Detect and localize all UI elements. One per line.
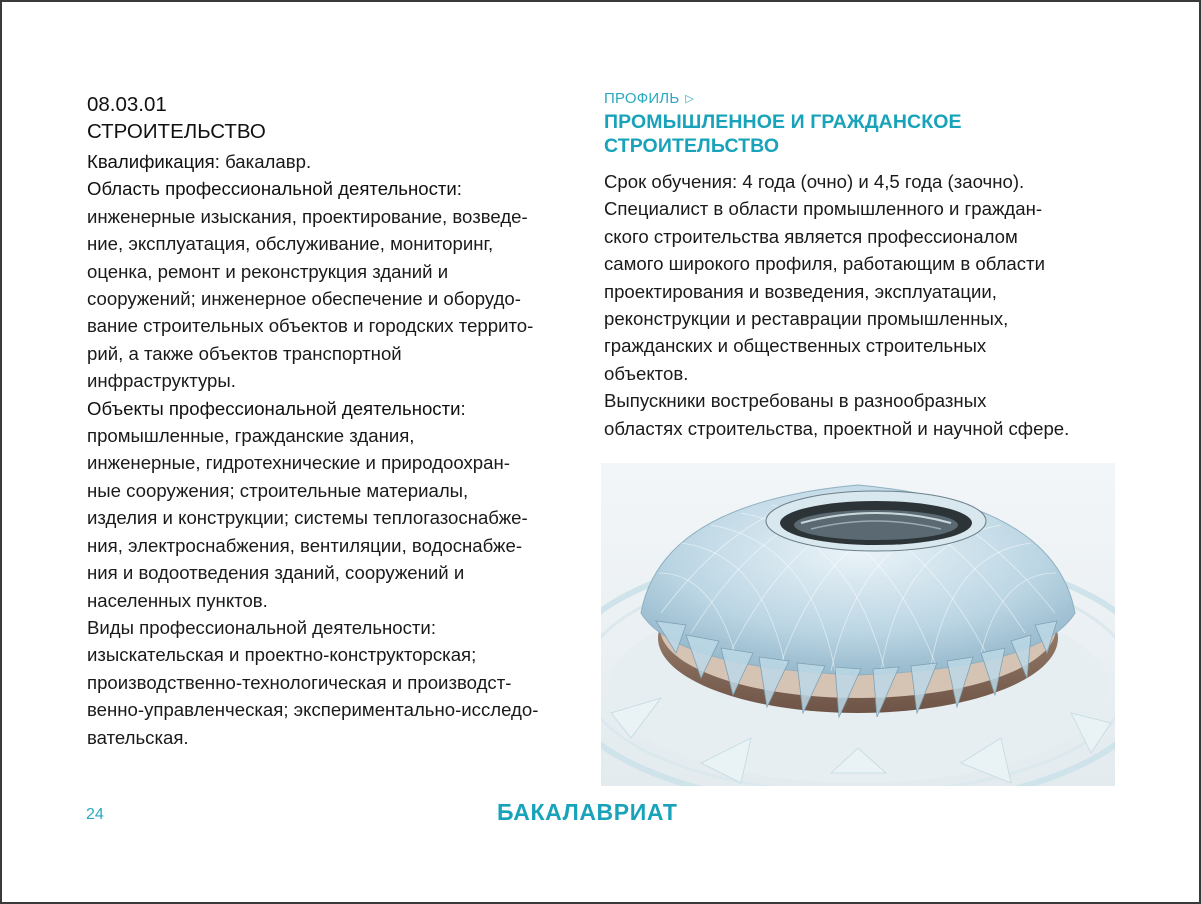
field-line: оценка, ремонт и реконструкция зданий и xyxy=(87,260,449,282)
section-title: БАКАЛАВРИАТ xyxy=(497,799,678,825)
profile-title-line: ПРОМЫШЛЕННОЕ И ГРАЖДАНСКОЕ xyxy=(604,111,962,133)
triangle-arrow-icon: ▷ xyxy=(685,93,695,105)
field-line: инфраструктуры. xyxy=(87,370,236,392)
description-line: Специалист в области промышленного и граждан- xyxy=(604,198,1043,220)
kinds-section xyxy=(87,614,582,751)
qualification-value: бакалавр. xyxy=(219,151,312,172)
field-line: вание строительных объектов и городских террито- xyxy=(87,315,534,337)
stadium-image xyxy=(601,463,1115,786)
kinds-line: вательская. xyxy=(87,726,189,748)
page-number: 24 xyxy=(86,806,104,823)
description-line: Выпускники востребованы в разнообразных xyxy=(604,390,987,412)
field-line: ние, эксплуатация, обслуживание, мониторинг, xyxy=(87,233,494,255)
description-line: ского строительства является профессионалом xyxy=(604,225,1018,247)
field-line: сооружений; инженерное обеспечение и оборудо- xyxy=(87,288,521,310)
objects-line: населенных пунктов. xyxy=(87,589,268,611)
duration xyxy=(604,168,1124,195)
objects-label: Объекты профессиональной деятельности: xyxy=(87,397,466,419)
kinds-line: Виды профессиональной деятельности: xyxy=(87,616,436,638)
description-line: самого широкого профиля, работающим в области xyxy=(604,253,1045,275)
profile-title-line: СТРОИТЕЛЬСТВО xyxy=(604,135,780,157)
right-column xyxy=(604,88,1124,442)
field-line: инженерные изыскания, проектирование, возведе- xyxy=(87,205,528,227)
description-line: гражданских и общественных строительных xyxy=(604,335,987,357)
left-column xyxy=(87,92,582,751)
objects-line: ния, электроснабжения, вентиляции, водоснабже- xyxy=(87,534,523,556)
description-line: проектирования и возведения, эксплуатации, xyxy=(604,280,997,302)
kinds-line: производственно-технологическая и производст- xyxy=(87,671,512,693)
profile-tag xyxy=(604,88,1124,110)
description-line: реконструкции и реставрации промышленных, xyxy=(604,308,1009,330)
field-line: рий, а также объектов транспортной xyxy=(87,342,402,364)
profile-title xyxy=(604,110,1124,158)
description-line: областях строительства, проектной и научной сфере. xyxy=(604,417,1070,439)
description-line: объектов. xyxy=(604,362,689,384)
duration-label: Срок обучения: xyxy=(604,171,738,192)
stadium-illustration xyxy=(601,463,1115,786)
specialty-title: СТРОИТЕЛЬСТВО xyxy=(87,120,266,143)
specialty-code: 08.03.01 xyxy=(87,93,167,116)
objects-line: инженерные, гидротехнические и природоохран- xyxy=(87,452,510,474)
qualification xyxy=(87,148,582,175)
profile-tag-label: ПРОФИЛЬ xyxy=(604,90,680,107)
objects-line: промышленные, гражданские здания, xyxy=(87,425,415,447)
description xyxy=(604,195,1124,442)
duration-value: 4 года (очно) и 4,5 года (заочно). xyxy=(737,171,1025,192)
qualification-label: Квалификация: xyxy=(87,151,220,172)
objects-line: ния и водоотведения зданий, сооружений и xyxy=(87,562,465,584)
kinds-line: венно-управленческая; экспериментально-исследо- xyxy=(87,699,539,721)
objects-section xyxy=(87,395,582,614)
kinds-line: изыскательская и проектно-конструкторская; xyxy=(87,644,477,666)
field-label: Область профессиональной деятельности: xyxy=(87,178,462,200)
field-section xyxy=(87,175,582,394)
objects-line: ные сооружения; строительные материалы, xyxy=(87,479,469,501)
objects-line: изделия и конструкции; системы теплогазоснабже- xyxy=(87,507,528,529)
